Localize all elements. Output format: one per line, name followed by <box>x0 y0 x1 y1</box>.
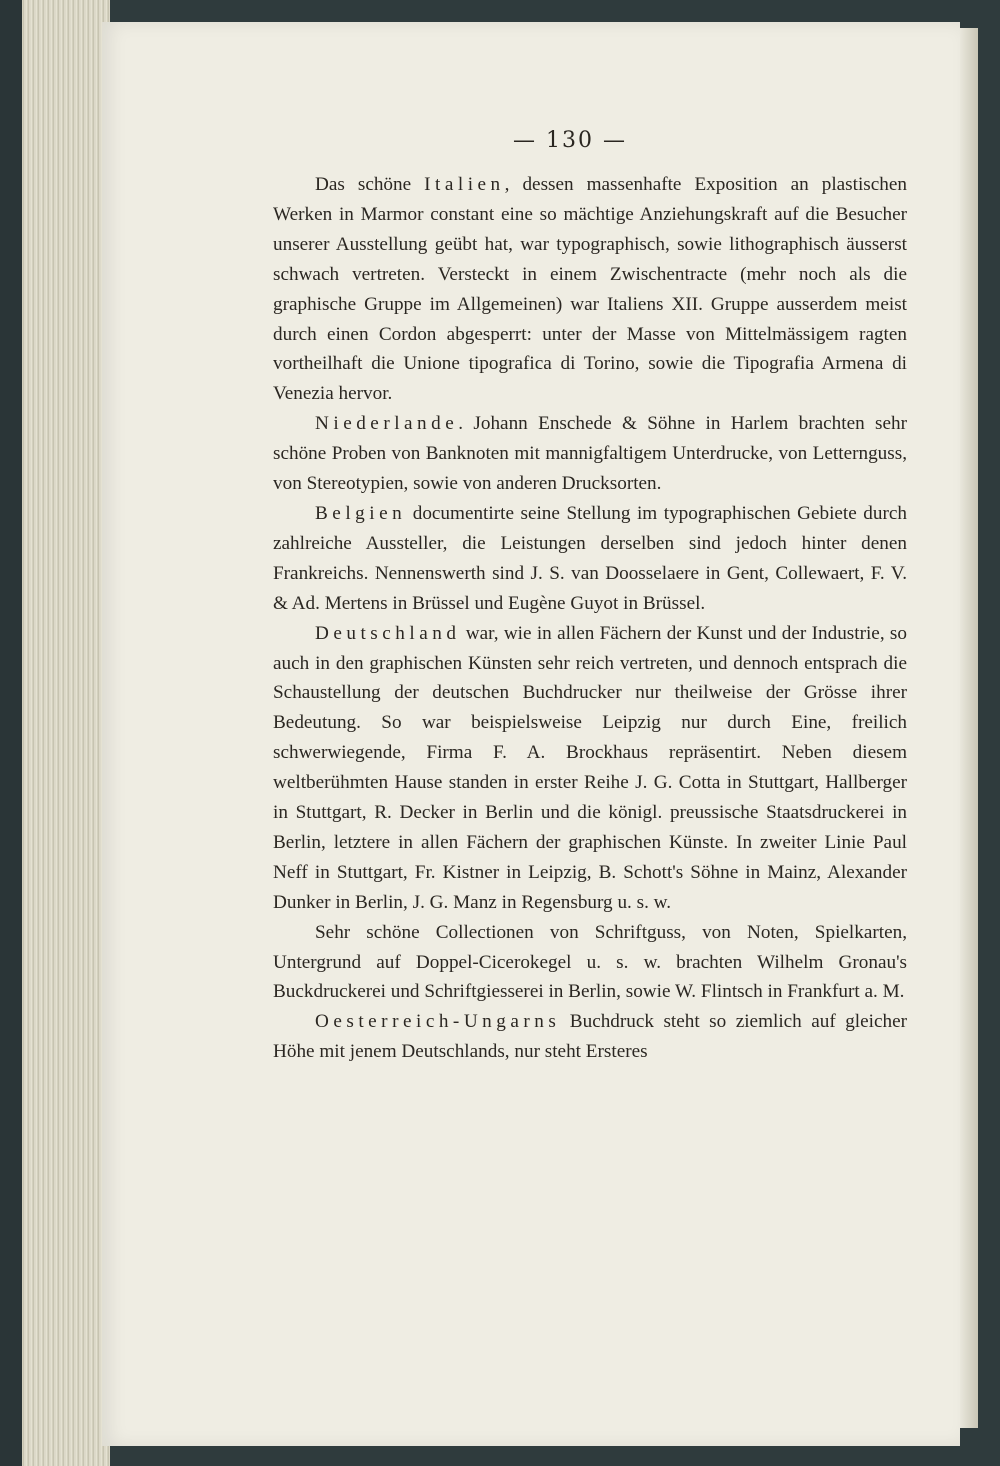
text-run: . Johann Enschede & Söhne in Harlem brachten sehr schöne Proben von Banknoten mit mannigfaltigem Unterdrucke, von Letternguss, von Stereotypien, sowie von anderen Drucksorten. <box>273 413 907 495</box>
page-number: — 130 — <box>513 128 627 153</box>
paragraph-oesterreich <box>273 1007 907 1067</box>
book-cover-right <box>960 0 1000 1466</box>
paragraph-belgien <box>273 499 907 619</box>
paragraph-niederlande <box>273 409 907 499</box>
text-run: , dessen massenhafte Exposition an plastischen Werken in Marmor constant eine so mächtige Anziehungskraft auf die Besucher unserer Ausstellung geübt hat, war typographisch, sowie lithographisch äusserst schwach vertreten. Versteckt in einem Zwischentracte (mehr noch als die graphische Gruppe im Allgemeinen) war Italiens XII. Gruppe ausserdem meist durch einen Cordon abgesperrt: unter der Masse von Mittelmässigem ragten vortheilhaft die Unione tipografica di Torino, sowie die Tipografia Armena di Venezia hervor. <box>273 174 907 405</box>
paragraph-deutschland <box>273 619 907 918</box>
text-run: Buchdruck steht so ziemlich auf gleicher Höhe mit jenem Deutschlands, nur steht Ersteres <box>273 1011 907 1063</box>
spaced-term: Belgien <box>315 502 407 524</box>
book-cover-left <box>0 0 22 1466</box>
spaced-term: Niederlande <box>315 413 459 435</box>
text-run: Das schöne <box>315 174 425 195</box>
spaced-term: Oesterreich-Ungarns <box>315 1011 561 1033</box>
text-run: Sehr schöne Collectionen von Schriftguss, von Noten, Spielkarten, Untergrund auf Doppel-Cicerokegel u. s. w. brachten Wilhelm Gronau's Buckdruckerei und Schriftgiesserei in Berlin, sowie W. Flintsch in Frankfurt a. M. <box>273 921 907 1003</box>
spaced-term: Deutschland <box>315 622 461 644</box>
paragraph-collectionen <box>273 918 907 1008</box>
text-run: war, wie in allen Fächern der Kunst und der Industrie, so auch in den graphischen Künsten sehr reich vertreten, und dennoch entsprach die Schaustellung der deutschen Buchdrucker nur theilweise der Grösse ihrer Bedeutung. So war beispielsweise Leipzig nur durch Eine, freilich schwerwiegende, Firma F. A. Brockhaus repräsentirt. Neben diesem weltberühmten Hause standen in erster Reihe J. G. Cotta in Stuttgart, Hallberger in Stuttgart, R. Decker in Berlin und die königl. preussische Staatsdruckerei in Berlin, letztere in allen Fächern der graphischen Künste. In zweiter Linie Paul Neff in Stuttgart, Fr. Kistner in Leipzig, B. Schott's Söhne in Mainz, Alexander Dunker in Berlin, J. G. Manz in Regensburg u. s. w. <box>273 622 907 913</box>
paragraph-italien <box>273 170 907 409</box>
body-text <box>273 170 907 1067</box>
spaced-term: Italien <box>424 174 505 195</box>
text-run: documentirte seine Stellung im typographischen Gebiete durch zahlreiche Aussteller, die Leistungen derselben sind jedoch hinter denen Frankreichs. Nennenswerth sind J. S. van Doosselaere in Gent, Collewaert, F. V. & Ad. Mertens in Brüssel und Eugène Guyot in Brüssel. <box>273 502 907 614</box>
